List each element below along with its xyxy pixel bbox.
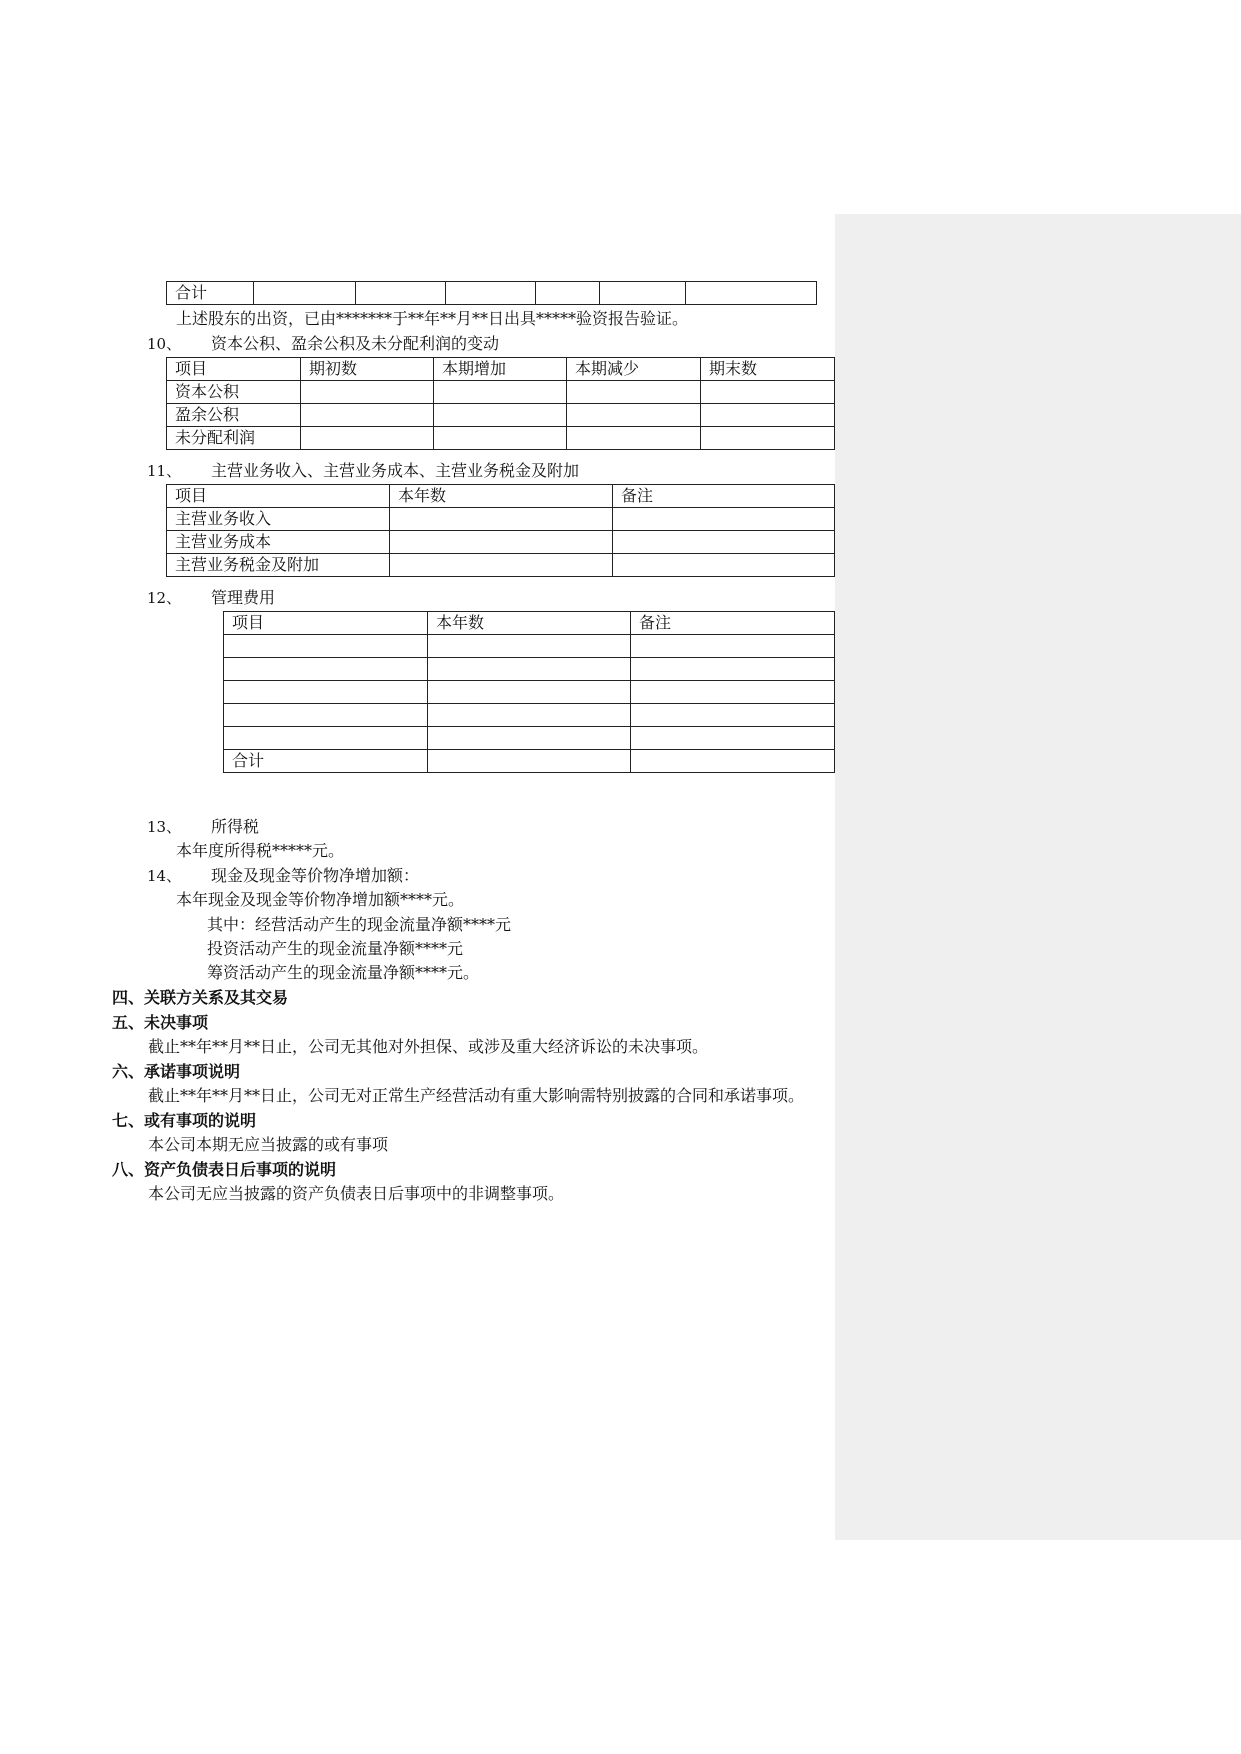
part7-heading: 七、或有事项的说明 xyxy=(112,1111,257,1130)
part6-text: 截止**年**月**日止，公司无对正常生产经营活动有重大影响需特别披露的合同和承诺事项。 xyxy=(148,1086,805,1105)
capital-total-table xyxy=(166,281,817,305)
section-14-line3: 投资活动产生的现金流量净额****元 xyxy=(207,939,464,958)
header-cell: 本期增加 xyxy=(434,358,567,381)
row-label: 主营业务收入 xyxy=(167,508,390,531)
section-14-title: 现金及现金等价物净增加额： xyxy=(211,866,420,885)
part5-text: 截止**年**月**日止，公司无其他对外担保、或涉及重大经济诉讼的未决事项。 xyxy=(148,1037,709,1056)
sec11-table xyxy=(166,484,835,577)
section-10-title: 资本公积、盈余公积及未分配利润的变动 xyxy=(211,334,500,353)
header-cell: 期初数 xyxy=(301,358,434,381)
comment-sidebar xyxy=(835,214,1241,1540)
header-cell: 备注 xyxy=(613,485,835,508)
table-row xyxy=(224,681,835,704)
table-row xyxy=(224,704,835,727)
section-11-number: 11、 xyxy=(147,462,182,480)
part6-heading: 六、承诺事项说明 xyxy=(112,1062,241,1081)
header-cell: 项目 xyxy=(167,485,390,508)
header-cell: 项目 xyxy=(224,612,428,635)
section-13-number: 13、 xyxy=(147,818,182,836)
section-10-number: 10、 xyxy=(147,335,182,353)
row-label: 资本公积 xyxy=(167,381,301,404)
header-cell: 备注 xyxy=(631,612,835,635)
table-row xyxy=(224,635,835,658)
table-row xyxy=(167,531,835,554)
capital-note: 上述股东的出资，已由*******于**年**月**日出具*****验资报告验证。 xyxy=(176,309,689,328)
total-label: 合计 xyxy=(224,750,428,773)
table-row xyxy=(167,554,835,577)
part5-heading: 五、未决事项 xyxy=(112,1013,209,1032)
header-cell: 本期减少 xyxy=(567,358,701,381)
header-cell: 期末数 xyxy=(701,358,835,381)
row-label: 未分配利润 xyxy=(167,427,301,450)
sec12-table xyxy=(223,611,835,773)
row-label: 主营业务税金及附加 xyxy=(167,554,390,577)
section-14-line1: 本年现金及现金等价物净增加额****元。 xyxy=(176,890,465,909)
row-label: 盈余公积 xyxy=(167,404,301,427)
section-13-text: 本年度所得税*****元。 xyxy=(176,841,345,860)
total-label: 合计 xyxy=(167,282,254,305)
section-11-title: 主营业务收入、主营业务成本、主营业务税金及附加 xyxy=(211,461,580,480)
section-12-title: 管理费用 xyxy=(211,588,276,607)
header-cell: 本年数 xyxy=(390,485,613,508)
section-14-line2: 其中：经营活动产生的现金流量净额****元 xyxy=(207,915,512,934)
table-row xyxy=(167,282,817,305)
table-row xyxy=(167,404,835,427)
row-label: 主营业务成本 xyxy=(167,531,390,554)
part7-text: 本公司本期无应当披露的或有事项 xyxy=(148,1135,389,1154)
section-12-number: 12、 xyxy=(147,589,182,607)
part8-heading: 八、资产负债表日后事项的说明 xyxy=(112,1160,337,1179)
table-header-row xyxy=(167,485,835,508)
table-row xyxy=(167,508,835,531)
table-header-row xyxy=(167,358,835,381)
table-row xyxy=(167,381,835,404)
table-row xyxy=(224,727,835,750)
section-14-number: 14、 xyxy=(147,867,182,885)
table-header-row xyxy=(224,612,835,635)
table-row xyxy=(167,427,835,450)
header-cell: 项目 xyxy=(167,358,301,381)
section-14-line4: 筹资活动产生的现金流量净额****元。 xyxy=(207,963,480,982)
table-row xyxy=(224,658,835,681)
sec10-table xyxy=(166,357,835,450)
part8-text: 本公司无应当披露的资产负债表日后事项中的非调整事项。 xyxy=(148,1184,565,1203)
part4-heading: 四、关联方关系及其交易 xyxy=(112,988,289,1007)
table-row xyxy=(224,750,835,773)
header-cell: 本年数 xyxy=(428,612,631,635)
section-13-title: 所得税 xyxy=(211,817,260,836)
